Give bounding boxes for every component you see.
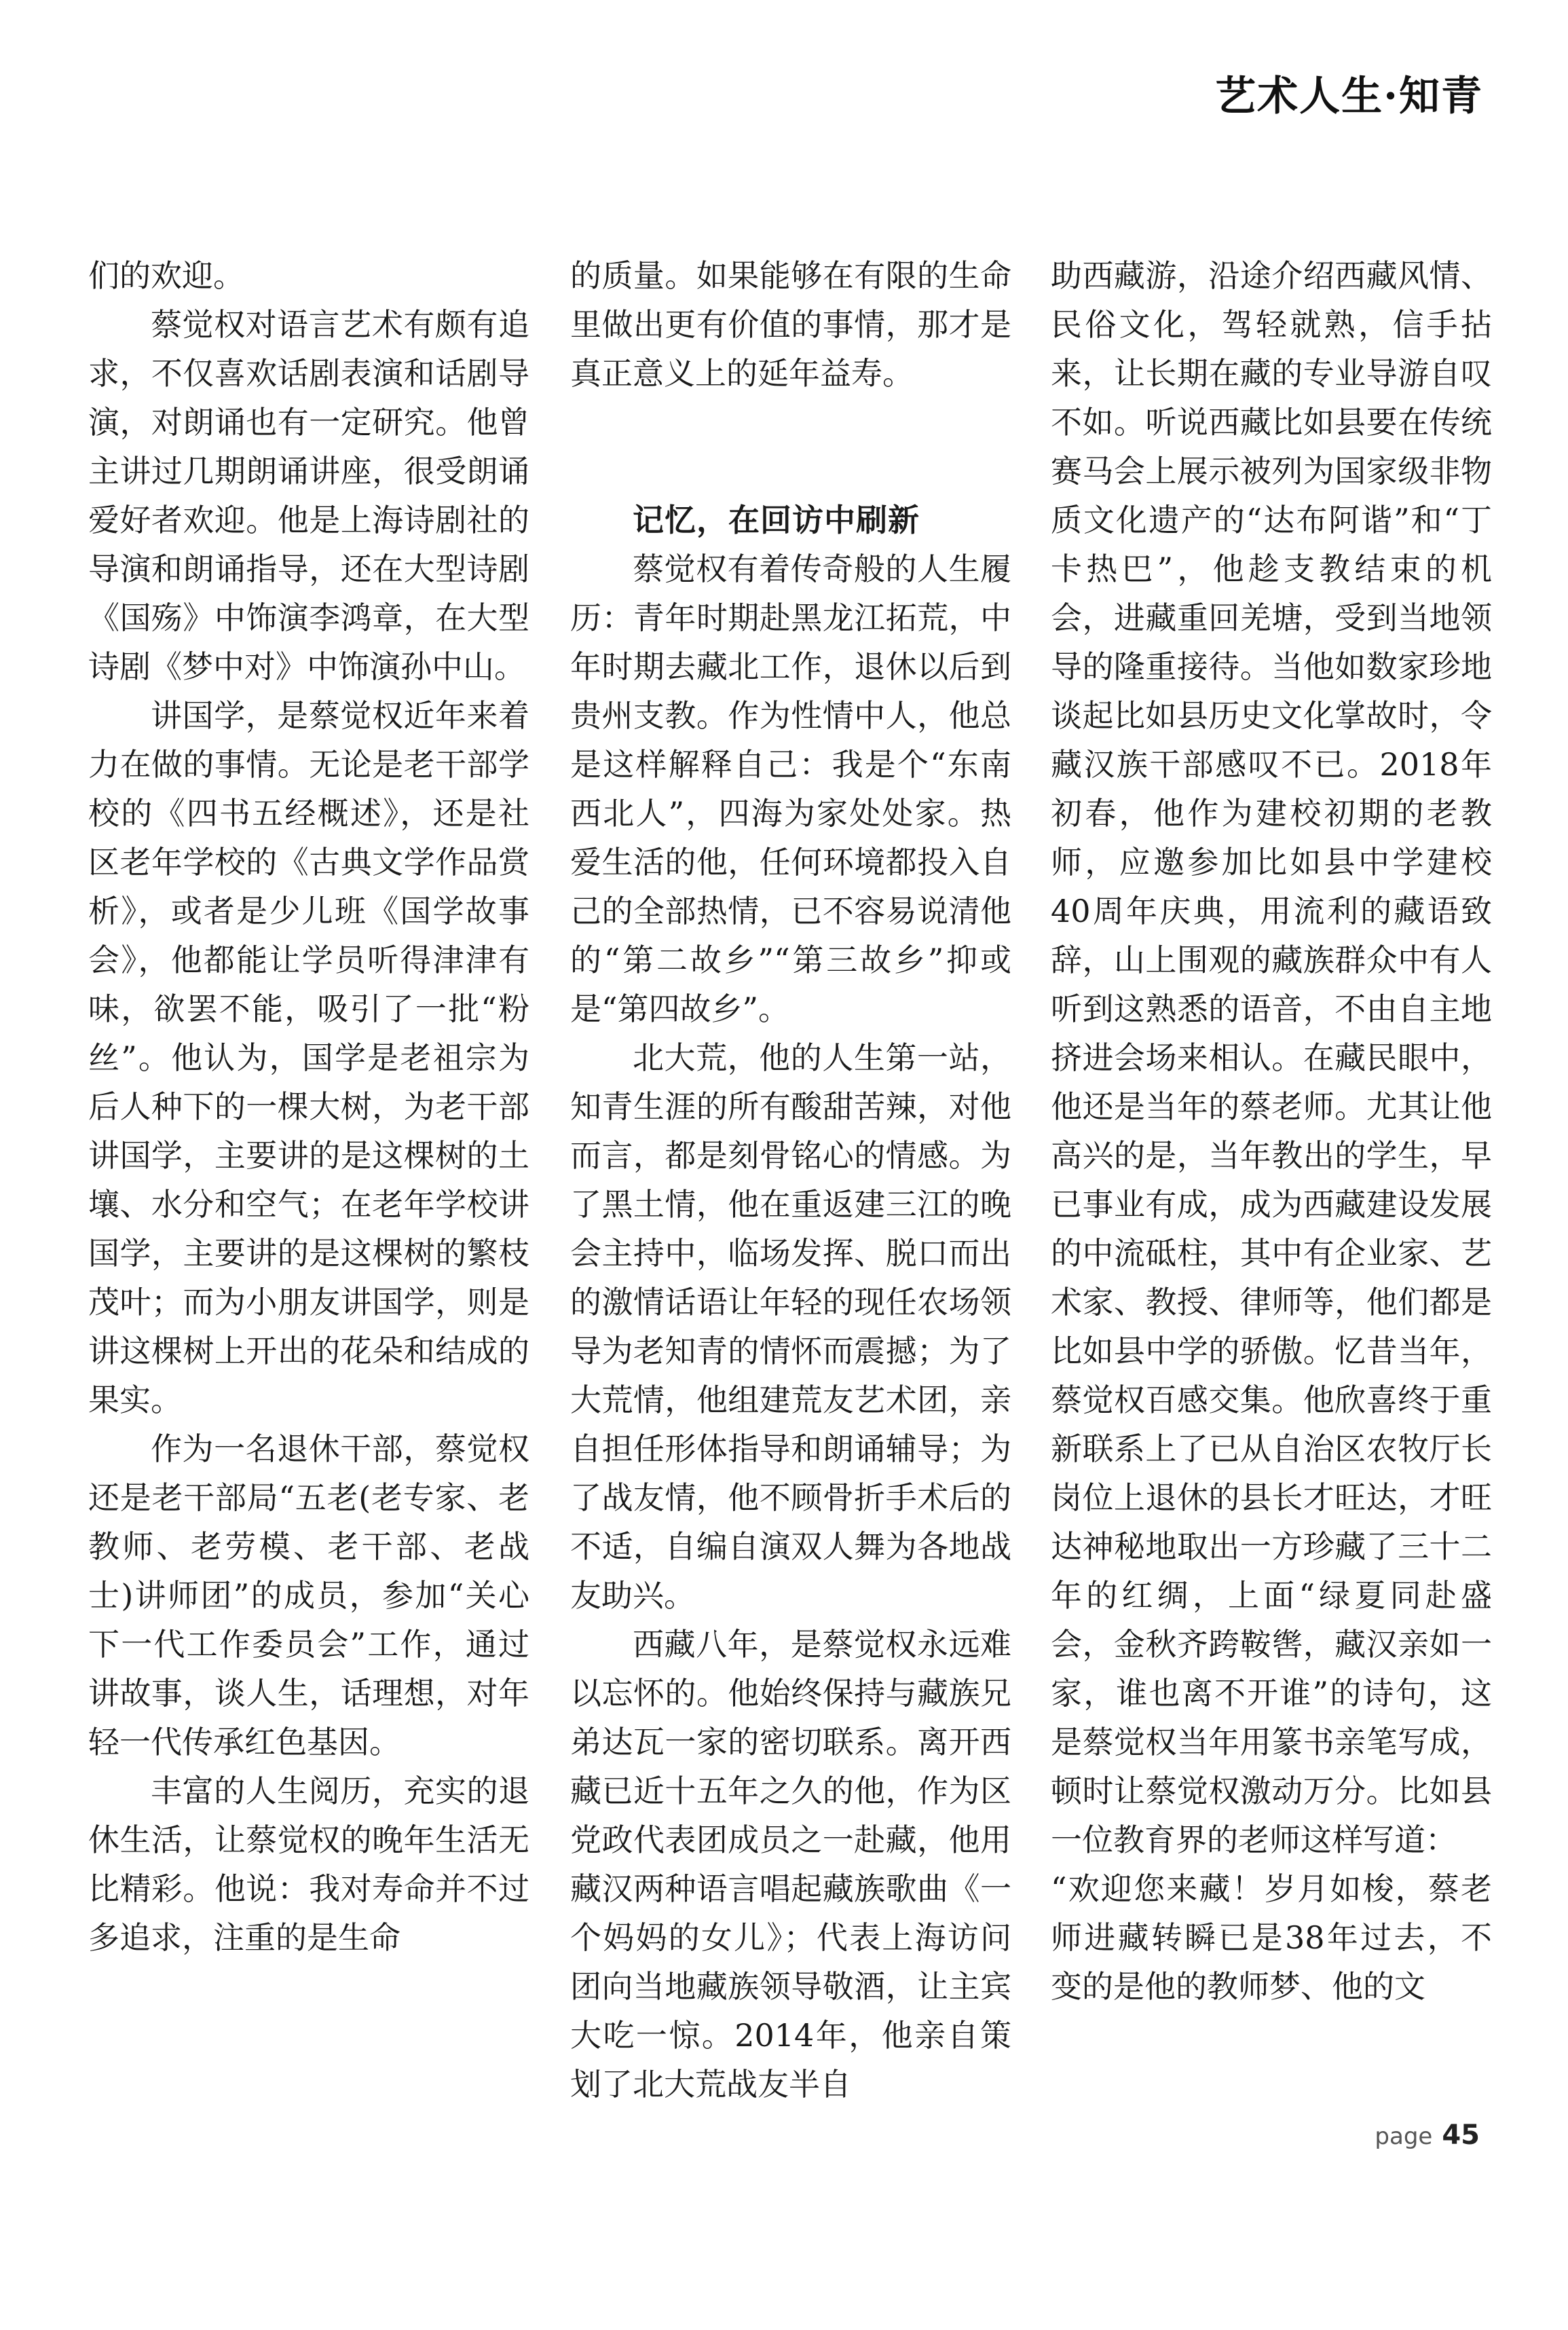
page-label: page (1375, 2123, 1433, 2150)
section-spacer (570, 398, 1011, 496)
paragraph: 丰富的人生阅历，充实的退休生活，让蔡觉权的晚年生活无比精彩。他说：我对寿命并不过多追求，注重的是生命 (88, 1773, 529, 1956)
text-column-2 (570, 251, 1011, 2109)
paragraph: 西藏八年，是蔡觉权永远难以忘怀的。他始终保持与藏族兄弟达瓦一家的密切联系。离开西藏已近十五年之久的他，作为区党政代表团成员之一赴藏，他用藏汉两种语言唱起藏族歌曲《一个妈妈的女儿》；代表上海访问团向当地藏族领导敬酒，让主宾大吃一惊。2014年，他亲自策划了北大荒战友半自 (570, 1626, 1011, 2103)
text-column-3 (1051, 251, 1492, 2011)
paragraph: 蔡觉权对语言艺术有颇有追求，不仅喜欢话剧表演和话剧导演，对朗诵也有一定研究。他曾主讲过几期朗诵讲座，很受朗诵爱好者欢迎。他是上海诗剧社的导演和朗诵指导，还在大型诗剧《国殇》中饰演李鸿章，在大型诗剧《梦中对》中饰演孙中山。 (88, 306, 529, 685)
paragraph: 的质量。如果能够在有限的生命里做出更有价值的事情，那才是真正意义上的延年益寿。 (570, 257, 1011, 392)
paragraph: 们的欢迎。 (88, 257, 244, 294)
quote-paragraph: “欢迎您来藏！岁月如梭，蔡老师进藏转瞬已是38年过去，不变的是他的教师梦、他的文 (1051, 1870, 1492, 2005)
paragraph: 蔡觉权有着传奇般的人生履历：青年时期赴黑龙江拓荒，中年时期去藏北工作，退休以后到贵州支教。作为性情中人，他总是这样解释自己：我是个“东南西北人”，四海为家处处家。热爱生活的他，任何环境都投入自己的全部热情，已不容易说清他的“第二故乡”“第三故乡”抑或是“第四故乡”。 (570, 551, 1011, 1027)
paragraph: 讲国学，是蔡觉权近年来着力在做的事情。无论是老干部学校的《四书五经概述》，还是社区老年学校的《古典文学作品赏析》，或者是少儿班《国学故事会》，他都能让学员听得津津有味，欲罢不能，吸引了一批“粉丝”。他认为，国学是老祖宗为后人种下的一棵大树，为老干部讲国学，主要讲的是这棵树的土壤、水分和空气；在老年学校讲国学，主要讲的是这棵树的繁枝茂叶；而为小朋友讲国学，则是讲这棵树上开出的花朵和结成的果实。 (88, 697, 529, 1418)
text-column-1 (88, 251, 529, 1962)
paragraph: 助西藏游，沿途介绍西藏风情、民俗文化，驾轻就熟，信手拈来，让长期在藏的专业导游自叹不如。听说西藏比如县要在传统赛马会上展示被列为国家级非物质文化遗产的“达布阿谐”和“丁卡热巴”，他趁支教结束的机会，进藏重回羌塘，受到当地领导的隆重接待。当他如数家珍地谈起比如县历史文化掌故时，令藏汉族干部感叹不已。2018年初春，他作为建校初期的老教师，应邀参加比如县中学建校40周年庆典，用流利的藏语致辞，山上围观的藏族群众中有人听到这熟悉的语音，不由自主地挤进会场来相认。在藏民眼中，他还是当年的蔡老师。尤其让他高兴的是，当年教出的学生，早已事业有成，成为西藏建设发展的中流砥柱，其中有企业家、艺术家、教授、律师等，他们都是比如县中学的骄傲。忆昔当年，蔡觉权百感交集。他欣喜终于重新联系上了已从自治区农牧厅长岗位上退休的县长才旺达，才旺达神秘地取出一方珍藏了三十二年的红绸，上面“绿夏同赴盛会，金秋齐跨鞍辔，藏汉亲如一家，谁也离不开谁”的诗句，这是蔡觉权当年用篆书亲笔写成，顿时让蔡觉权激动万分。比如县一位教育界的老师这样写道： (1051, 257, 1492, 1858)
page-footer (1375, 2120, 1480, 2151)
section-header: 艺术人生·知青 (1215, 73, 1483, 120)
section-heading: 记忆，在回访中刷新 (633, 502, 920, 538)
paragraph: 作为一名退休干部，蔡觉权还是老干部局“五老(老专家、老教师、老劳模、老干部、老战士)讲师团”的成员，参加“关心下一代工作委员会”工作，通过讲故事，谈人生，话理想，对年轻一代传承红色基因。 (88, 1430, 529, 1760)
paragraph: 北大荒，他的人生第一站，知青生涯的所有酸甜苦辣，对他而言，都是刻骨铭心的情感。为了黑土情，他在重返建三江的晚会主持中，临场发挥、脱口而出的激情话语让年轻的现任农场领导为老知青的情怀而震撼；为了大荒情，他组建荒友艺术团，亲自担任形体指导和朗诵辅导；为了战友情，他不顾骨折手术后的不适，自编自演双人舞为各地战友助兴。 (570, 1039, 1011, 1614)
page-number: 45 (1442, 2120, 1480, 2151)
